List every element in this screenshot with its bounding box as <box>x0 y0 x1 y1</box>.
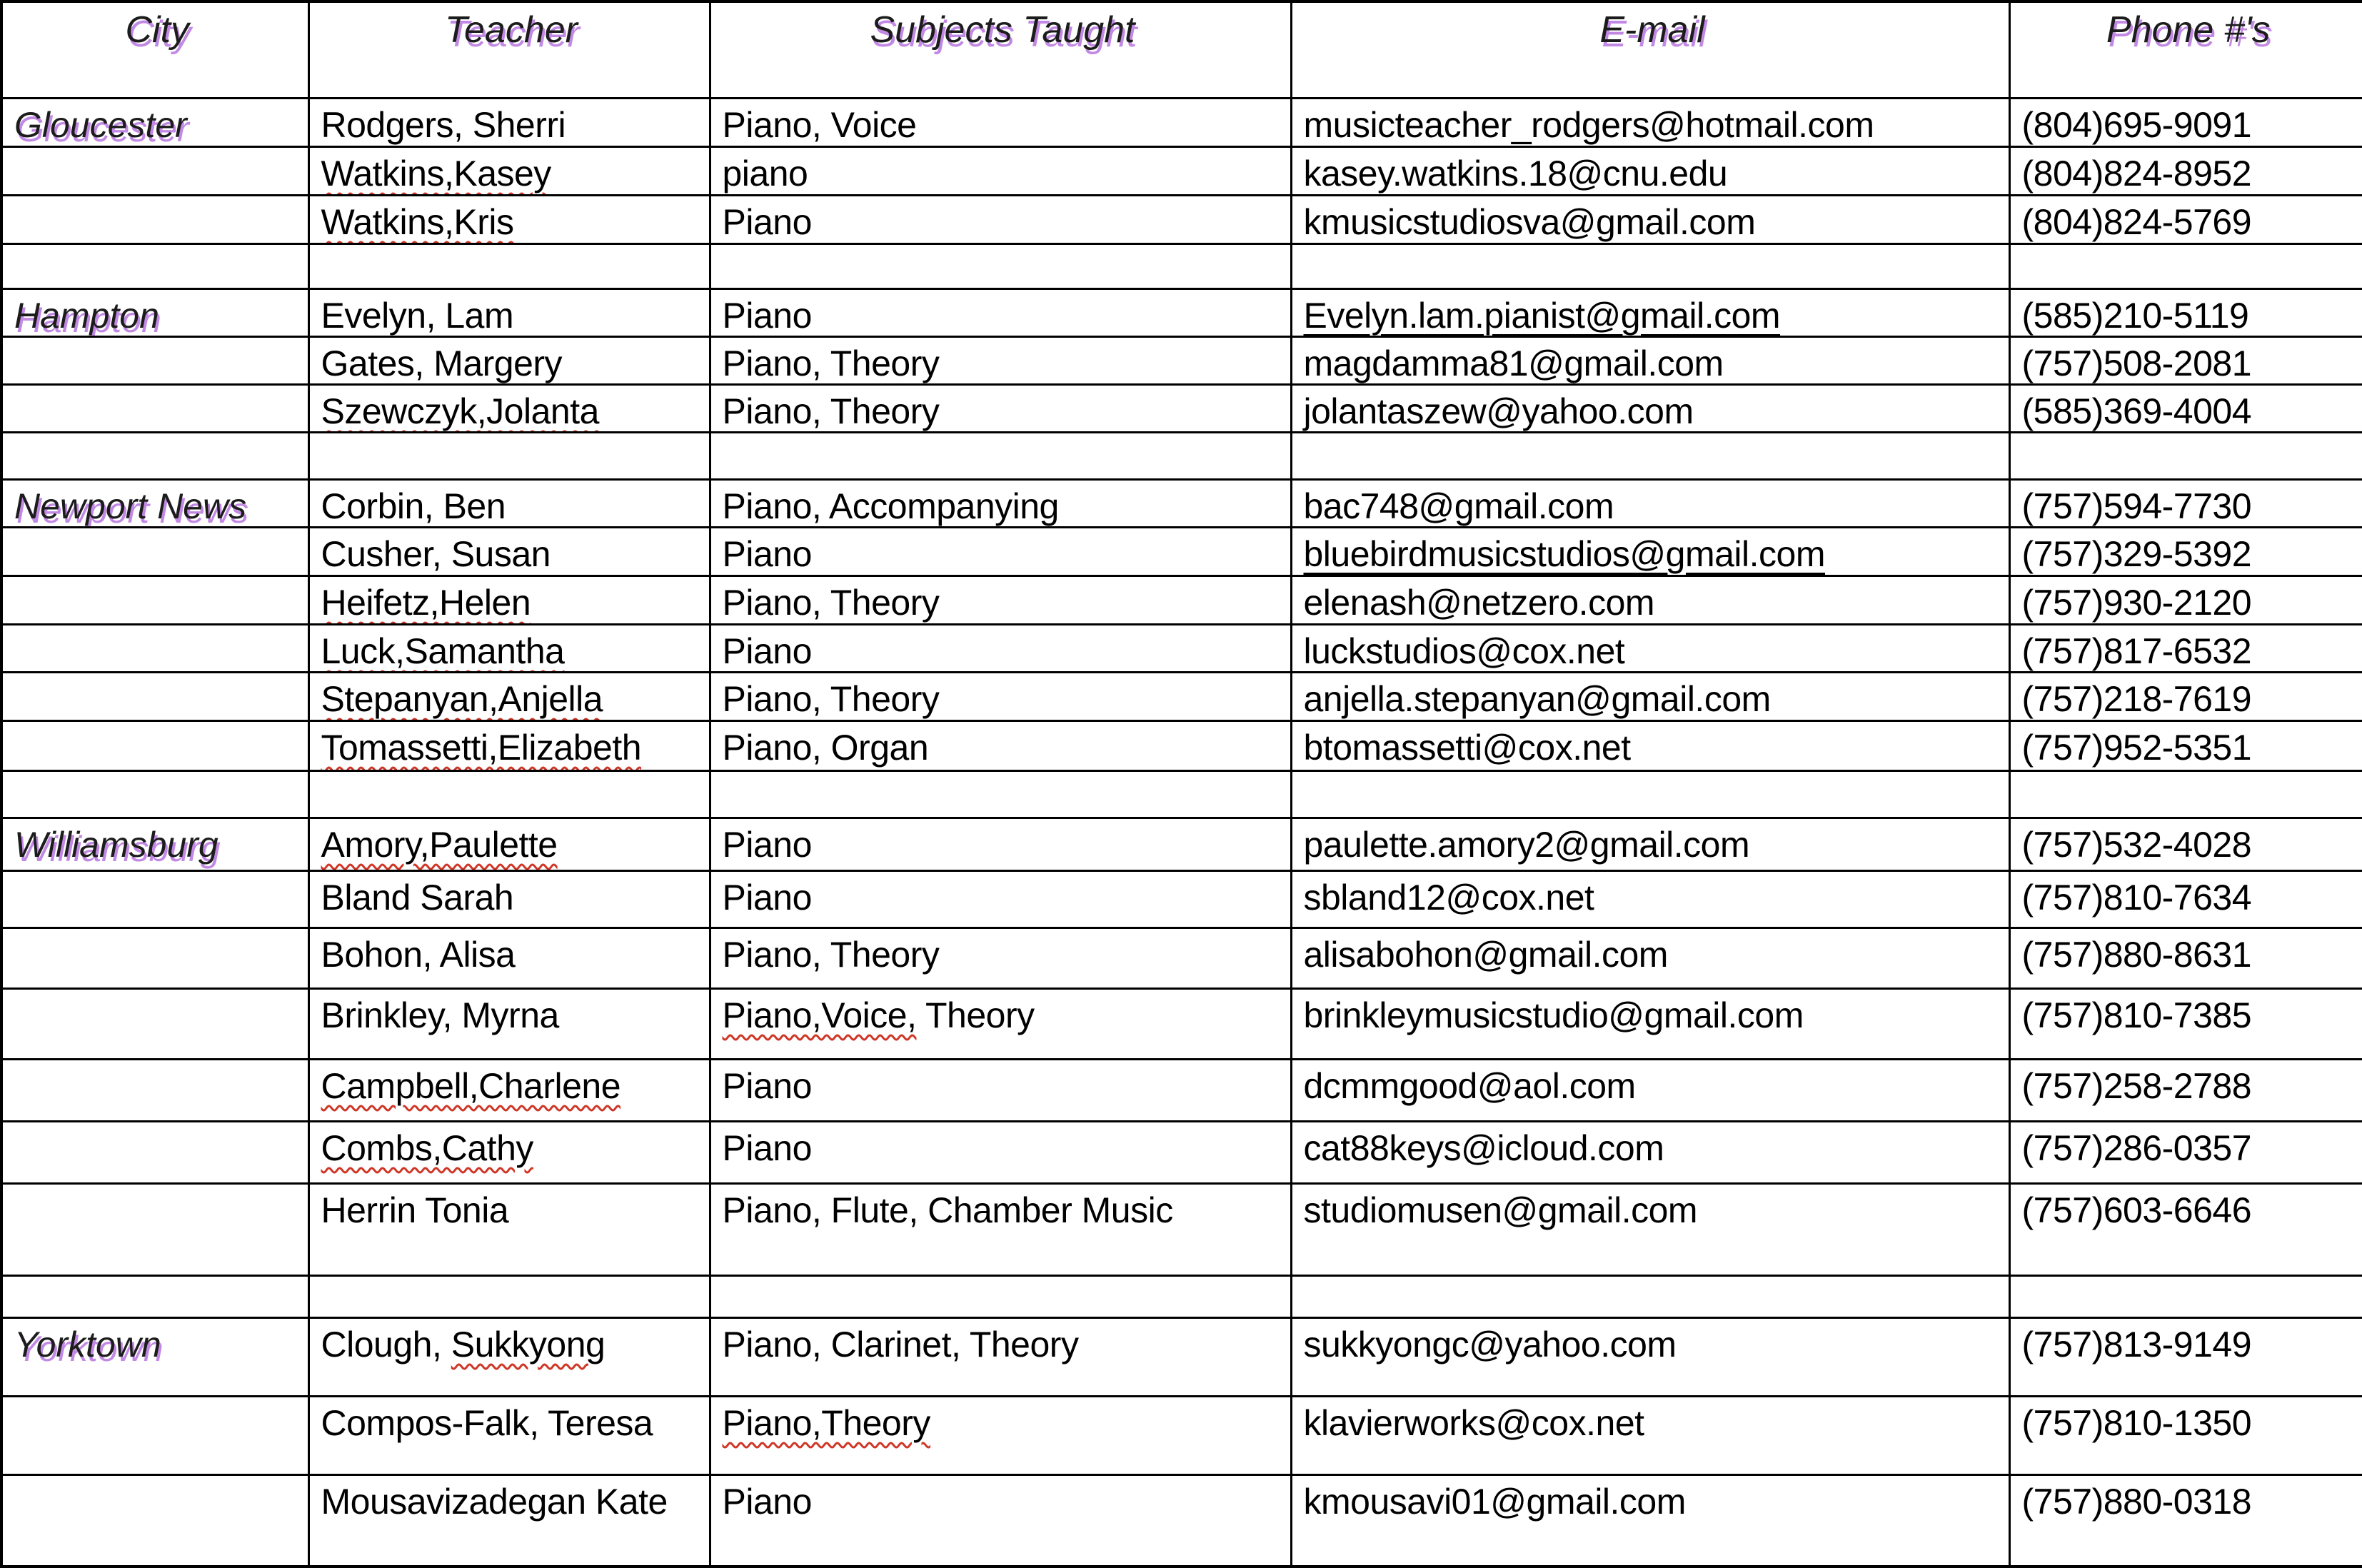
table-body <box>1 98 2362 1567</box>
city-cell <box>1 1121 308 1183</box>
email-text: studiomusen@gmail.com <box>1303 1190 1698 1230</box>
email-link[interactable]: Evelyn.lam.pianist@gmail.com <box>1303 295 1781 336</box>
city-cell <box>1 870 308 928</box>
teacher-name: Bland Sarah <box>321 877 514 918</box>
teacher-name-misspelled: Tomassetti,Elizabeth <box>321 727 642 768</box>
email-cell <box>1291 624 2009 672</box>
table-row <box>1 146 2362 195</box>
email-text: magdamma81@gmail.com <box>1303 343 1724 383</box>
phone-number: (757)817-6532 <box>2021 630 2252 671</box>
empty-city-cell <box>1 243 308 288</box>
subjects-cell <box>710 1059 1291 1121</box>
email-cell <box>1291 1121 2009 1183</box>
email-cell <box>1291 288 2009 336</box>
phone-number: (757)952-5351 <box>2021 727 2252 768</box>
teacher-name-misspelled: Combs,Cathy <box>321 1127 533 1168</box>
empty-subjects-cell <box>710 1275 1291 1317</box>
empty-phone-cell <box>2009 432 2362 479</box>
empty-email-cell <box>1291 432 2009 479</box>
email-text: bac748@gmail.com <box>1303 486 1614 526</box>
header-row <box>1 1 2362 98</box>
table-row <box>1 1474 2362 1567</box>
city-label: Williamsburg <box>14 824 218 865</box>
phone-cell <box>2009 195 2362 243</box>
teacher-name-misspelled: Luck,Samantha <box>321 630 565 671</box>
phone-number: (757)810-7634 <box>2021 877 2252 918</box>
teacher-name: Mousavizadegan Kate <box>321 1481 668 1522</box>
city-cell <box>1 479 308 527</box>
email-cell <box>1291 146 2009 195</box>
subjects-text: Piano <box>722 295 812 336</box>
subjects-cell <box>710 870 1291 928</box>
teacher-cell <box>308 818 710 870</box>
table-row <box>1 1317 2362 1396</box>
empty-email-cell <box>1291 770 2009 818</box>
phone-number: (757)813-9149 <box>2021 1324 2252 1365</box>
phone-number: (804)824-5769 <box>2021 201 2252 242</box>
empty-teacher-cell <box>308 1275 710 1317</box>
email-cell <box>1291 928 2009 988</box>
teacher-cell <box>308 288 710 336</box>
header-city: City <box>1 1 308 98</box>
table-row <box>1 624 2362 672</box>
phone-cell <box>2009 527 2362 576</box>
city-cell <box>1 988 308 1059</box>
table-row <box>1 672 2362 720</box>
email-text: kmousavi01@gmail.com <box>1303 1481 1686 1522</box>
city-label: Gloucester <box>14 104 187 145</box>
email-cell <box>1291 1059 2009 1121</box>
subjects-cell <box>710 576 1291 624</box>
header-phone: Phone #'s <box>2009 1 2362 98</box>
empty-teacher-cell <box>308 432 710 479</box>
email-link[interactable]: bluebirdmusicstudios@gmail.com <box>1303 533 1825 574</box>
spacer-row <box>1 243 2362 288</box>
table-row <box>1 928 2362 988</box>
city-cell <box>1 98 308 146</box>
empty-subjects-cell <box>710 770 1291 818</box>
city-cell <box>1 928 308 988</box>
spacer-row <box>1 1275 2362 1317</box>
empty-phone-cell <box>2009 770 2362 818</box>
email-cell <box>1291 720 2009 770</box>
table-row <box>1 576 2362 624</box>
subjects-text: Piano, Flute, Chamber Music <box>722 1190 1173 1230</box>
phone-number: (757)880-8631 <box>2021 934 2252 975</box>
city-cell <box>1 576 308 624</box>
email-cell <box>1291 384 2009 432</box>
teacher-name-misspelled: Watkins,Kasey <box>321 153 551 194</box>
city-cell <box>1 336 308 384</box>
subjects-cell <box>710 1183 1291 1275</box>
table-row <box>1 1396 2362 1474</box>
email-text: luckstudios@cox.net <box>1303 630 1625 671</box>
teacher-cell <box>308 1474 710 1567</box>
teacher-cell <box>308 1183 710 1275</box>
table-row <box>1 1059 2362 1121</box>
table-row <box>1 384 2362 432</box>
email-text: kmusicstudiosva@gmail.com <box>1303 201 1756 242</box>
subjects-cell <box>710 384 1291 432</box>
teacher-cell <box>308 336 710 384</box>
phone-number: (757)930-2120 <box>2021 582 2252 623</box>
subjects-text: Piano <box>722 877 812 918</box>
empty-city-cell <box>1 1275 308 1317</box>
phone-cell <box>2009 1183 2362 1275</box>
teacher-cell <box>308 672 710 720</box>
subjects-cell <box>710 624 1291 672</box>
city-cell <box>1 1059 308 1121</box>
city-cell <box>1 624 308 672</box>
teacher-name: Brinkley, Myrna <box>321 995 559 1035</box>
empty-subjects-cell <box>710 243 1291 288</box>
table-row <box>1 870 2362 928</box>
teacher-name-misspelled: Szewczyk,Jolanta <box>321 391 599 431</box>
teacher-cell <box>308 527 710 576</box>
subjects-text-misspelled: Piano,Voice, <box>722 995 917 1035</box>
phone-cell <box>2009 720 2362 770</box>
teacher-name: Gates, Margery <box>321 343 563 383</box>
subjects-text: Piano <box>722 1481 812 1522</box>
email-text: elenash@netzero.com <box>1303 582 1655 623</box>
empty-email-cell <box>1291 243 2009 288</box>
email-text: btomassetti@cox.net <box>1303 727 1631 768</box>
phone-cell <box>2009 576 2362 624</box>
email-cell <box>1291 1396 2009 1474</box>
subjects-cell <box>710 195 1291 243</box>
city-label: Hampton <box>14 295 159 336</box>
subjects-cell <box>710 672 1291 720</box>
email-cell <box>1291 672 2009 720</box>
subjects-text: Piano, Theory <box>722 678 940 719</box>
phone-cell <box>2009 1317 2362 1396</box>
table-row <box>1 195 2362 243</box>
subjects-cell <box>710 928 1291 988</box>
teacher-cell <box>308 870 710 928</box>
city-cell <box>1 1396 308 1474</box>
table-row <box>1 336 2362 384</box>
city-cell <box>1 1474 308 1567</box>
teacher-cell <box>308 1121 710 1183</box>
phone-cell <box>2009 384 2362 432</box>
header-email: E-mail <box>1291 1 2009 98</box>
teacher-name: Clough, <box>321 1324 451 1365</box>
subjects-text: Piano, Theory <box>722 343 940 383</box>
empty-city-cell <box>1 770 308 818</box>
header-teacher: Teacher <box>308 1 710 98</box>
city-cell <box>1 1317 308 1396</box>
phone-number: (804)695-9091 <box>2021 104 2252 145</box>
phone-cell <box>2009 1059 2362 1121</box>
phone-cell <box>2009 870 2362 928</box>
subjects-cell <box>710 479 1291 527</box>
city-cell <box>1 146 308 195</box>
phone-cell <box>2009 479 2362 527</box>
phone-number: (585)210-5119 <box>2021 295 2249 336</box>
subjects-text: Piano <box>722 201 812 242</box>
teacher-cell <box>308 146 710 195</box>
city-cell <box>1 195 308 243</box>
phone-number: (757)603-6646 <box>2021 1190 2252 1230</box>
table-row <box>1 1183 2362 1275</box>
phone-cell <box>2009 146 2362 195</box>
phone-number: (757)810-1350 <box>2021 1402 2252 1443</box>
phone-cell <box>2009 1396 2362 1474</box>
phone-number: (757)594-7730 <box>2021 486 2252 526</box>
teacher-cell <box>308 384 710 432</box>
email-cell <box>1291 988 2009 1059</box>
phone-cell <box>2009 988 2362 1059</box>
table-row <box>1 720 2362 770</box>
subjects-cell <box>710 1317 1291 1396</box>
phone-cell <box>2009 1121 2362 1183</box>
phone-number: (804)824-8952 <box>2021 153 2252 194</box>
teacher-name-misspelled: Amory,Paulette <box>321 824 558 865</box>
header-subjects: Subjects Taught <box>710 1 1291 98</box>
teacher-name-misspelled: Stepanyan,Anjella <box>321 678 603 719</box>
phone-cell <box>2009 336 2362 384</box>
email-text: kasey.watkins.18@cnu.edu <box>1303 153 1728 194</box>
subjects-text: Piano <box>722 824 812 865</box>
empty-subjects-cell <box>710 432 1291 479</box>
teacher-name-misspelled: Heifetz,Helen <box>321 582 531 623</box>
teacher-cell <box>308 195 710 243</box>
phone-number: (757)258-2788 <box>2021 1065 2252 1106</box>
email-cell <box>1291 1317 2009 1396</box>
teacher-name: Bohon, Alisa <box>321 934 516 975</box>
email-cell <box>1291 195 2009 243</box>
subjects-text: piano <box>722 153 808 194</box>
email-text: sbland12@cox.net <box>1303 877 1594 918</box>
email-cell <box>1291 98 2009 146</box>
phone-number: (585)369-4004 <box>2021 391 2252 431</box>
teacher-name: Corbin, Ben <box>321 486 506 526</box>
phone-cell <box>2009 818 2362 870</box>
phone-number: (757)329-5392 <box>2021 533 2252 574</box>
subjects-text-misspelled: Piano,Theory <box>722 1402 930 1443</box>
subjects-cell <box>710 146 1291 195</box>
subjects-text: Piano <box>722 1065 812 1106</box>
email-cell <box>1291 870 2009 928</box>
empty-phone-cell <box>2009 1275 2362 1317</box>
phone-cell <box>2009 672 2362 720</box>
subjects-text: Piano <box>722 630 812 671</box>
phone-cell <box>2009 928 2362 988</box>
subjects-cell <box>710 98 1291 146</box>
phone-number: (757)286-0357 <box>2021 1127 2252 1168</box>
spacer-row <box>1 770 2362 818</box>
subjects-cell <box>710 1396 1291 1474</box>
table-row <box>1 288 2362 336</box>
subjects-text: Piano, Accompanying <box>722 486 1059 526</box>
email-text: paulette.amory2@gmail.com <box>1303 824 1750 865</box>
teacher-cell <box>308 1059 710 1121</box>
subjects-cell <box>710 336 1291 384</box>
email-text: anjella.stepanyan@gmail.com <box>1303 678 1771 719</box>
table-row <box>1 527 2362 576</box>
subjects-text: Piano, Theory <box>722 934 940 975</box>
phone-number: (757)880-0318 <box>2021 1481 2252 1522</box>
teacher-cell <box>308 479 710 527</box>
email-text: brinkleymusicstudio@gmail.com <box>1303 995 1804 1035</box>
table-row <box>1 1121 2362 1183</box>
city-cell <box>1 818 308 870</box>
table-row <box>1 988 2362 1059</box>
subjects-cell <box>710 818 1291 870</box>
subjects-text: Piano, Theory <box>722 391 940 431</box>
city-cell <box>1 384 308 432</box>
phone-cell <box>2009 98 2362 146</box>
subjects-cell <box>710 720 1291 770</box>
email-text: klavierworks@cox.net <box>1303 1402 1644 1443</box>
subjects-text: Theory <box>916 995 1035 1035</box>
email-cell <box>1291 1474 2009 1567</box>
teacher-name: Compos-Falk, Teresa <box>321 1402 653 1443</box>
phone-cell <box>2009 624 2362 672</box>
teacher-name-misspelled: Campbell,Charlene <box>321 1065 621 1106</box>
teacher-cell <box>308 1396 710 1474</box>
city-cell <box>1 720 308 770</box>
email-cell <box>1291 336 2009 384</box>
email-cell <box>1291 818 2009 870</box>
city-cell <box>1 1183 308 1275</box>
city-cell <box>1 288 308 336</box>
city-cell <box>1 527 308 576</box>
email-cell <box>1291 1183 2009 1275</box>
phone-cell <box>2009 1474 2362 1567</box>
subjects-text: Piano, Theory <box>722 582 940 623</box>
subjects-cell <box>710 527 1291 576</box>
teacher-cell <box>308 624 710 672</box>
table-row <box>1 98 2362 146</box>
subjects-text: Piano <box>722 533 812 574</box>
email-text: dcmmgood@aol.com <box>1303 1065 1636 1106</box>
city-label: Newport News <box>14 486 247 526</box>
table-row <box>1 818 2362 870</box>
email-text: alisabohon@gmail.com <box>1303 934 1668 975</box>
spacer-row <box>1 432 2362 479</box>
teacher-cell <box>308 576 710 624</box>
phone-number: (757)532-4028 <box>2021 824 2252 865</box>
teacher-name: Evelyn, Lam <box>321 295 514 336</box>
subjects-text: Piano, Clarinet, Theory <box>722 1324 1079 1365</box>
subjects-cell <box>710 1474 1291 1567</box>
teacher-cell <box>308 1317 710 1396</box>
table-row <box>1 479 2362 527</box>
phone-cell <box>2009 288 2362 336</box>
empty-email-cell <box>1291 1275 2009 1317</box>
phone-number: (757)810-7385 <box>2021 995 2252 1035</box>
empty-teacher-cell <box>308 243 710 288</box>
teacher-cell <box>308 988 710 1059</box>
email-text: cat88keys@icloud.com <box>1303 1127 1664 1168</box>
email-text: jolantaszew@yahoo.com <box>1303 391 1694 431</box>
teacher-name-misspelled: Sukkyong <box>451 1324 605 1365</box>
empty-phone-cell <box>2009 243 2362 288</box>
empty-city-cell <box>1 432 308 479</box>
city-label: Yorktown <box>14 1324 161 1365</box>
email-cell <box>1291 479 2009 527</box>
email-text: sukkyongc@yahoo.com <box>1303 1324 1677 1365</box>
subjects-text: Piano <box>722 1127 812 1168</box>
teacher-name: Cusher, Susan <box>321 533 551 574</box>
email-text: musicteacher_rodgers@hotmail.com <box>1303 104 1874 145</box>
subjects-cell <box>710 288 1291 336</box>
teacher-cell <box>308 928 710 988</box>
city-cell <box>1 672 308 720</box>
phone-number: (757)508-2081 <box>2021 343 2252 383</box>
email-cell <box>1291 527 2009 576</box>
teacher-cell <box>308 720 710 770</box>
empty-teacher-cell <box>308 770 710 818</box>
subjects-cell <box>710 988 1291 1059</box>
teacher-cell <box>308 98 710 146</box>
teacher-name: Rodgers, Sherri <box>321 104 566 145</box>
email-cell <box>1291 576 2009 624</box>
subjects-cell <box>710 1121 1291 1183</box>
subjects-text: Piano, Organ <box>722 727 929 768</box>
phone-number: (757)218-7619 <box>2021 678 2252 719</box>
teacher-name-misspelled: Watkins,Kris <box>321 201 514 242</box>
subjects-text: Piano, Voice <box>722 104 917 145</box>
teacher-name: Herrin Tonia <box>321 1190 509 1230</box>
